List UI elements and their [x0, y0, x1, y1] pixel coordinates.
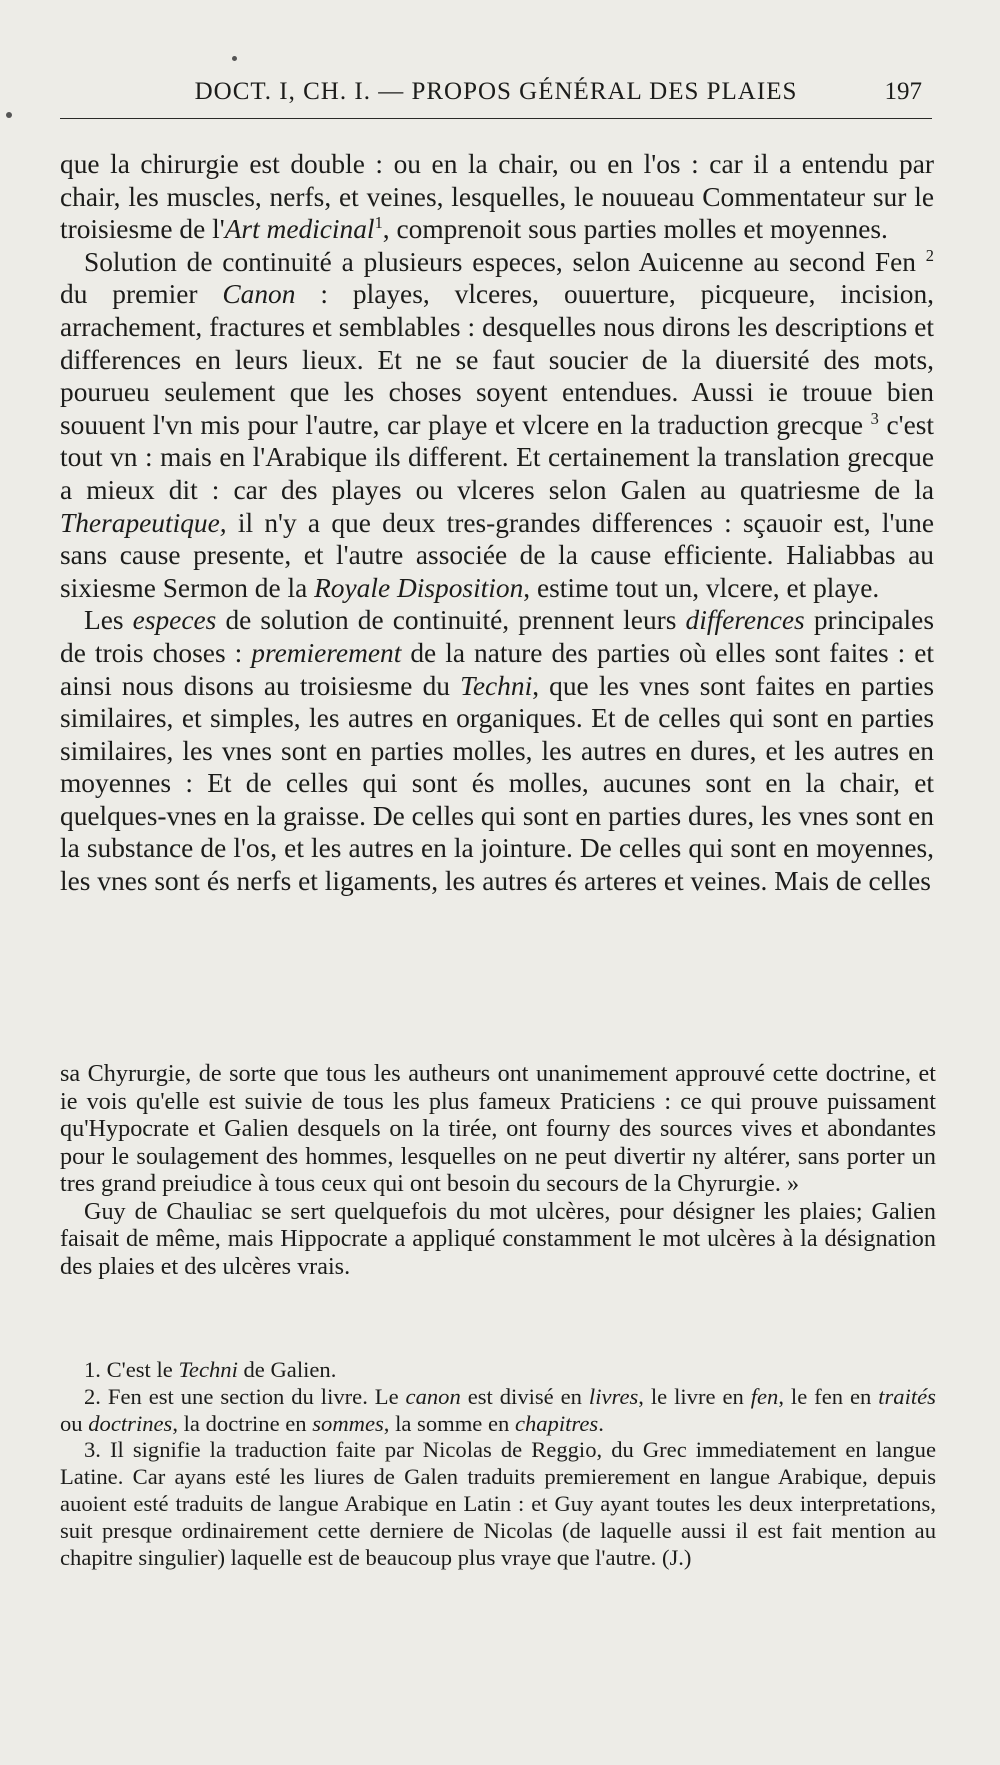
page-number: 197 — [884, 78, 922, 105]
editor-note — [60, 1060, 936, 1280]
page-header — [60, 72, 932, 112]
paragraph: Les especes de solution de continuité, prennent leurs differences principales de trois choses : premierement de la nature des parties où elles sont faites : et ainsi nous disons au troisiesme du Techni, que les vnes sont faites en parties similaires, et simples, les autres en organiques. Et de celles qui sont en parties similaires, les vnes sont en parties molles, les autres en dures, et les autres en moyennes : Et de celles qui sont és molles, aucunes sont en la chair, et quelques-vnes en la graisse. De celles qui sont en parties dures, les vnes sont en la substance de l'os, et les autres en la jointure. De celles qui sont en moyennes, les vnes sont és nerfs et ligaments, les autres és arteres et veines. Mais de celles — [60, 605, 935, 897]
print-speck — [6, 112, 12, 118]
main-text — [60, 148, 934, 898]
print-speck — [232, 56, 237, 61]
note-paragraph: sa Chyrurgie, de sorte que tous les autheurs ont unanimement approuvé cette doctrine, et ie vois qu'elle est suivie de tous les plus fameux Praticiens : ce qui prouve puissament qu'Hypocrate et Galien desquels on la tirée, ont fourny des sources vives et abondantes pour le soulagement des hommes, lesquelles on ne peut divertir ny altérer, sans porter un tres grand preiudice à tous ceux qui ont besoin du secours de la Chyrurgie. » — [60, 1060, 936, 1197]
paragraph: que la chirurgie est double : ou en la chair, ou en l'os : car il a entendu par chair, les muscles, nerfs, et veines, lesquelles, le nouueau Commentateur sur le troisiesme de l'Art medicinal$^1$, comprenoit sous parties molles et moyennes. — [60, 149, 934, 245]
footnotes — [60, 1357, 936, 1571]
paragraph: Solution de continuité a plusieurs especes, selon Auicenne au second Fen $^2$ du premier Canon : playes, vlceres, ouuerture, picqueure, incision, arrachement, fractures et semblables : desquelles nous dirons les descriptions et differences en leurs lieux. Et ne se faut soucier de la diuersité des mots, pourueu seulement que les choses soyent entendues. Aussi ie trouue bien souuent l'vn mis pour l'autre, car playe et vlcere en la traduction grecque $^3$ c'est tout vn : mais en l'Arabique ils different. Et certainement la translation grecque a mieux dit : car des playes ou vlceres selon Galen au quatriesme de la Therapeutique, il n'y a que deux tres-grandes differences : sçauoir est, l'une sans cause presente, et l'autre associée de la cause efficiente. Haliabbas au sixiesme Sermon de la Royale Disposition, estime tout un, vlcere, et playe. — [60, 245, 934, 603]
footnote-3: 3. Il signifie la traduction faite par Nicolas de Reggio, du Grec immediatement en langue Latine. Car ayans esté les liures de Galen traduits premierement en langue Arabique, depuis auoient esté traduits de langue Arabique en Latin : et Guy ayant toutes les deux interpretations, suit presque ordinairement cette derniere de Nicolas (de laquelle aussi il est fait mention au chapitre singulier) laquelle est de beaucoup plus vraye que l'autre. (J.) — [60, 1437, 936, 1570]
header-rule — [60, 118, 932, 119]
note-paragraph: Guy de Chauliac se sert quelquefois du mot ulcères, pour désigner les plaies; Galien faisait de même, mais Hippocrate a appliqué constamment le mot ulcères à la désignation des plaies et des ulcères vrais. — [60, 1197, 936, 1280]
footnote-1: 1. C'est le Techni de Galien. — [84, 1357, 337, 1382]
running-head: DOCT. I, CH. I. — PROPOS GÉNÉRAL DES PLAIES — [194, 78, 798, 105]
footnote-2: 2. Fen est une section du livre. Le canon est divisé en livres, le livre en fen, le fen en traités ou doctrines, la doctrine en sommes, la somme en chapitres. — [60, 1383, 936, 1436]
